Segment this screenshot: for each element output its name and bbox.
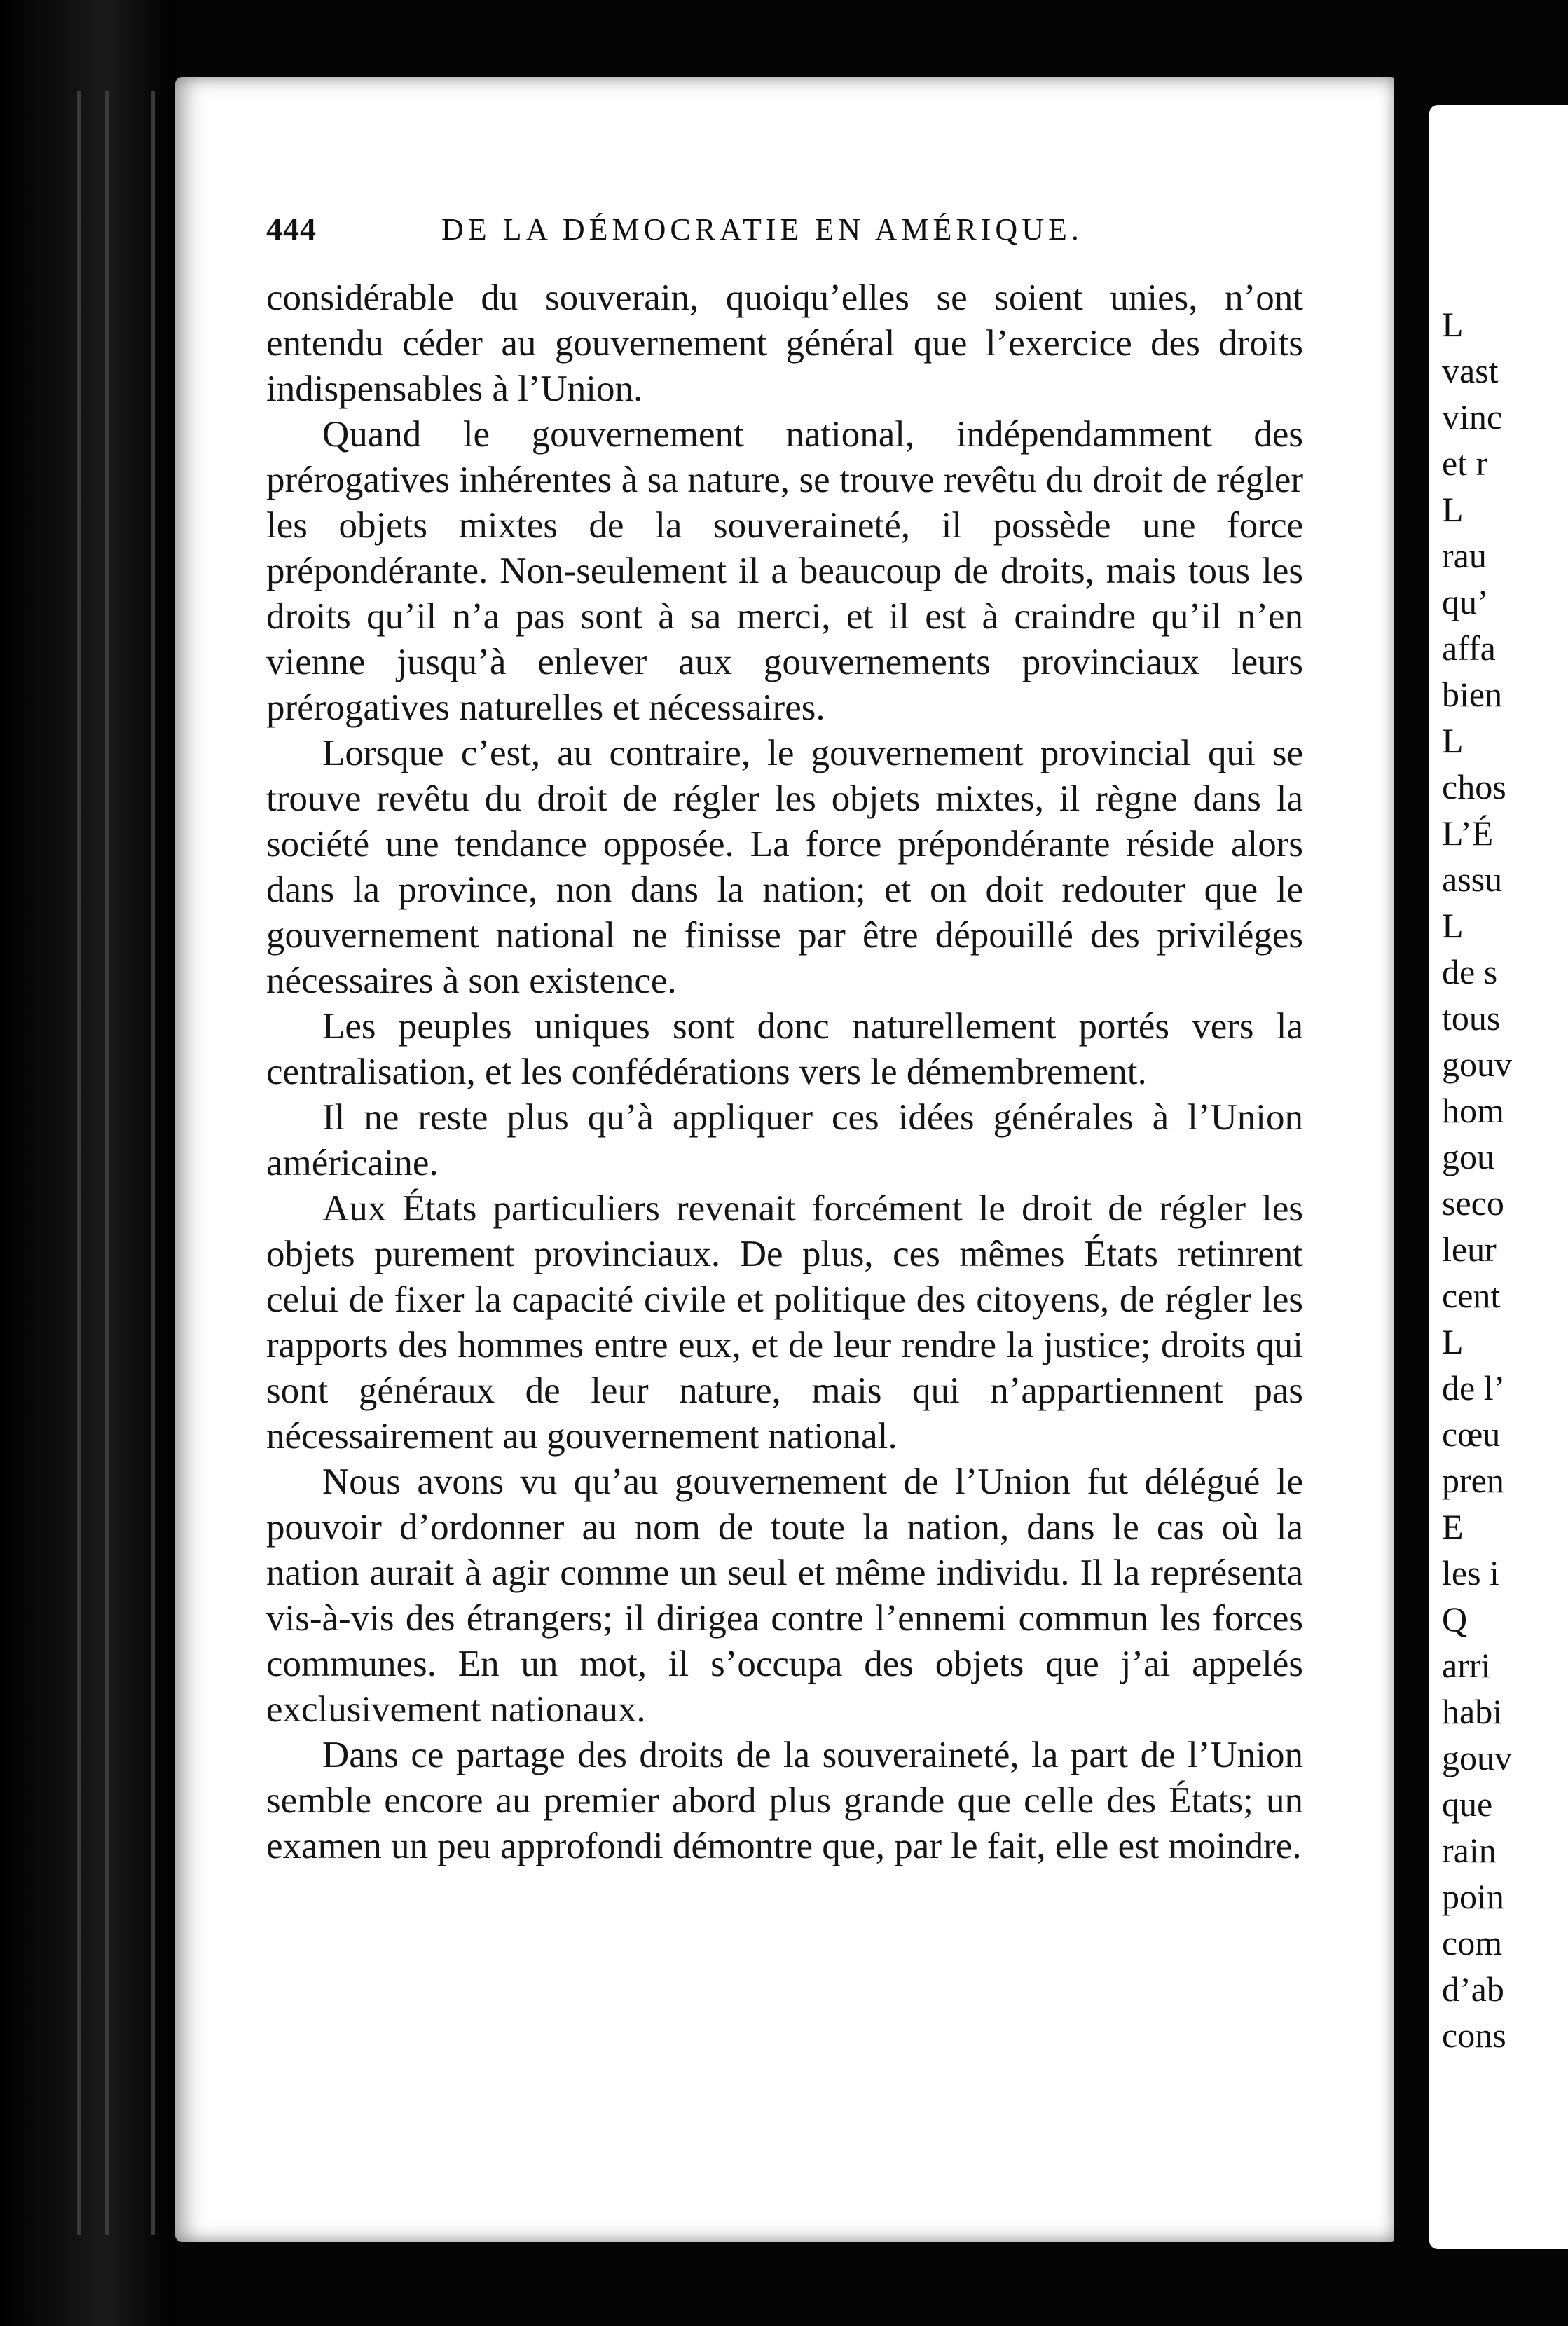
left-page [175, 77, 1394, 2242]
facing-page-line: affa [1442, 628, 1496, 668]
facing-page-line: pren [1442, 1461, 1504, 1500]
paragraph-5: Il ne reste plus qu’à appliquer ces idées générales à l’Union américaine. [266, 1097, 1303, 1183]
paragraph-1: considérable du souverain, quoiqu’elles se soient unies, n’ont entendu céder au gouvernement général que l’exercice des droits indispensables à l’Union. [266, 277, 1303, 409]
facing-page-line: d’ab [1442, 1969, 1504, 2009]
facing-page-line: rau [1442, 536, 1487, 575]
facing-page-line: de s [1442, 952, 1498, 991]
facing-page-line: gou [1442, 1137, 1494, 1176]
facing-page-line: tous [1442, 998, 1501, 1038]
facing-page-line: assu [1442, 860, 1503, 899]
page-content [266, 210, 1303, 1869]
facing-page-line: rain [1442, 1831, 1497, 1870]
facing-page-line: L [1442, 906, 1464, 945]
facing-page-line: L [1442, 721, 1464, 760]
facing-page-line: habi [1442, 1692, 1503, 1731]
facing-page-line: L [1442, 1322, 1464, 1361]
binding-edge [77, 91, 81, 2235]
facing-page-line: vast [1442, 351, 1499, 390]
facing-page-line: E [1442, 1507, 1464, 1546]
page-number: 444 [266, 211, 317, 247]
facing-page-line: com [1442, 1923, 1503, 1962]
facing-page-line: Q [1442, 1599, 1468, 1639]
binding-edge [151, 91, 155, 2235]
facing-page-line: cent [1442, 1276, 1501, 1315]
paragraph-8: Dans ce partage des droits de la souveraineté, la part de l’Union semble encore au premier abord plus grande que celle des États; un examen un peu approfondi démontre que, par le fait, elle est moindre. [266, 1735, 1303, 1866]
facing-page-line: arri [1442, 1646, 1491, 1685]
facing-page-line: cons [1442, 2016, 1506, 2055]
facing-page-line: L [1442, 490, 1464, 529]
facing-page-line: que [1442, 1784, 1493, 1824]
facing-page-text [1429, 301, 1512, 2058]
running-head [266, 210, 1303, 247]
paragraph-3: Lorsque c’est, au contraire, le gouvernement provincial qui se trouve revêtu du droit de régler les objets mixtes, il règne dans la société une tendance opposée. La force prépondérante réside alors dans la province, non dans la nation; et on doit redouter que le gouvernement national ne finisse par être dépouillé des priviléges nécessaires à son existence. [266, 733, 1303, 1001]
facing-page-line: gouv [1442, 1045, 1512, 1084]
binding-edge [105, 91, 109, 2235]
facing-page-line: les i [1442, 1553, 1499, 1592]
paragraph-7: Nous avons vu qu’au gouvernement de l’Union fut délégué le pouvoir d’ordonner au nom de toute la nation, dans le cas où la nation aurait à agir comme un seul et même individu. Il la représenta vis-à-vis des étrangers; il dirigea contre l’ennemi commun les forces communes. En un mot, il s’occupa des objets que j’ai appelés exclusivement nationaux. [266, 1461, 1303, 1730]
facing-page-line: chos [1442, 767, 1506, 806]
facing-page-line: hom [1442, 1091, 1504, 1130]
facing-page-line: gouv [1442, 1738, 1512, 1777]
paragraph-2: Quand le gouvernement national, indépendamment des prérogatives inhérentes à sa nature, se trouve revêtu du droit de régler les objets mixtes de la souveraineté, il possède une force prépondérante. Non-seulement il a beaucoup de droits, mais tous les droits qu’il n’a pas sont à sa merci, et il est à craindre qu’il n’en vienne jusqu’à enlever aux gouvernements provinciaux leurs prérogatives naturelles et nécessaires. [266, 414, 1303, 728]
facing-page-line: de l’ [1442, 1368, 1506, 1408]
paragraph-6: Aux États particuliers revenait forcément le droit de régler les objets purement provinciaux. De plus, ces mêmes États retinrent celui de fixer la capacité civile et politique des citoyens, de régler les rapports des hommes entre eux, et de leur rendre la justice; droits qui sont généraux de leur nature, mais qui n’appartiennent pas nécessairement au gouvernement national. [266, 1188, 1303, 1457]
facing-page-line: cœu [1442, 1415, 1501, 1454]
facing-page-line: L [1442, 305, 1464, 344]
facing-page-line: L’É [1442, 813, 1494, 853]
facing-page-line: seco [1442, 1183, 1504, 1223]
facing-page-line: leur [1442, 1230, 1497, 1269]
body-text [266, 275, 1303, 1869]
facing-page [1429, 105, 1568, 2249]
facing-page-line: vinc [1442, 397, 1503, 436]
facing-page-line: et r [1442, 443, 1488, 483]
facing-page-line: bien [1442, 675, 1503, 714]
book-binding [0, 0, 175, 2326]
facing-page-line: qu’ [1442, 582, 1489, 621]
paragraph-4: Les peuples uniques sont donc naturellement portés vers la centralisation, et les confédérations vers le démembrement. [266, 1006, 1303, 1092]
facing-page-line: poin [1442, 1877, 1504, 1916]
running-title: DE LA DÉMOCRATIE EN AMÉRIQUE. [441, 212, 1083, 247]
